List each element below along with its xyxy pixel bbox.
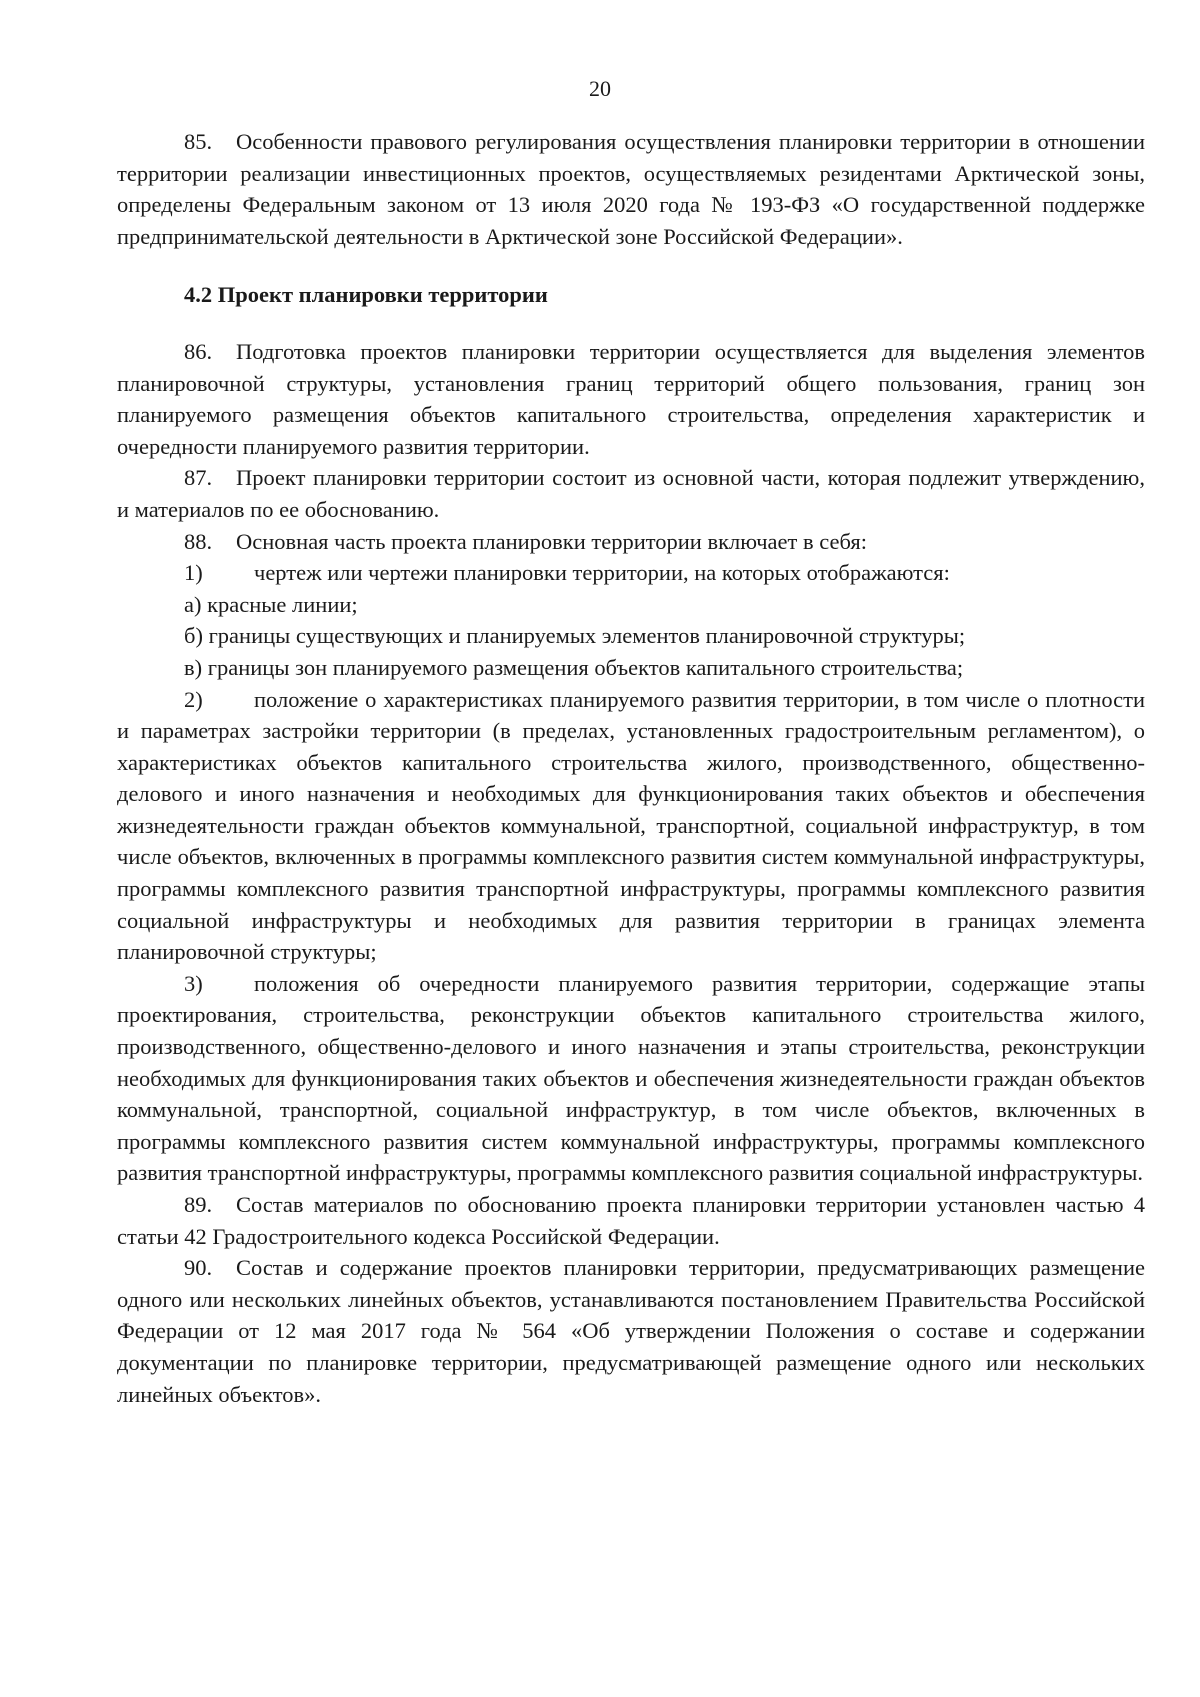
paragraph-text: Проект планировки территории состоит из основной части, которая подлежит утверждению, и материалов по ее обоснованию. xyxy=(117,465,1145,522)
section-heading: 4.2 Проект планировки территории xyxy=(184,282,548,308)
paragraph-89 xyxy=(117,1189,1145,1252)
page-number: 20 xyxy=(589,76,611,101)
list-item-number: 3) xyxy=(184,970,203,996)
paragraph-85 xyxy=(117,126,1145,252)
list-item-1a: а) красные линии; xyxy=(184,591,358,617)
list-item-1b: б) границы существующих и планируемых элементов планировочной структуры; xyxy=(184,623,966,649)
paragraph-text: Подготовка проектов планировки территории осуществляется для выделения элементов планировочной структуры, установления границ территорий общего пользования, границ зон планируемого размещения объектов капитального строительства, определения характеристик и очередности планируемого развития территории. xyxy=(117,338,1145,459)
paragraph-text: Основная часть проекта планировки территории включает в себя: xyxy=(236,528,867,554)
paragraph-number: 86. xyxy=(184,338,213,364)
paragraph-number: 89. xyxy=(184,1192,213,1217)
paragraph-number: 87. xyxy=(184,465,213,491)
document-body xyxy=(117,126,1145,1410)
paragraph-number: 88. xyxy=(184,528,213,554)
paragraph-90 xyxy=(117,1252,1145,1410)
list-item-3 xyxy=(117,968,1145,1189)
list-item-number: 2) xyxy=(184,686,203,712)
list-item-text: чертеж или чертежи планировки территории, на которых отображаются: xyxy=(254,560,950,586)
list-item-text: положения об очередности планируемого развития территории, содержащие этапы проектирования, строительства, реконструкции объектов капитального строительства жилого, производственного, общественно-делового и иного назначения и этапы строительства, реконструкции необходимых для функционирования таких объектов и обеспечения жизнедеятельности граждан объектов коммунальной, транспортной, социальной инфраструктур, в том числе объектов, включенных в программы комплексного развития систем коммунальной инфраструктуры, программы комплексного развития транспортной инфраструктуры, программы комплексного развития социальной инфраструктуры. xyxy=(117,970,1145,1186)
paragraph-text: Особенности правового регулирования осуществления планировки территории в отношении территории реализации инвестиционных проектов, осуществляемых резидентами Арктической зоны, определены Федеральным законом от 13 июля 2020 года № 193-ФЗ «О государственной поддержке предпринимательской деятельности в Арктической зоне Российской Федерации». xyxy=(117,129,1145,249)
list-item-text: положение о характеристиках планируемого развития территории, в том числе о плотности и параметрах застройки территории (в пределах, установленных градостроительным регламентом), о характеристиках объектов капитального строительства жилого, производственного, общественно-делового и иного назначения и необходимых для функционирования таких объектов и обеспечения жизнедеятельности граждан объектов коммунальной, транспортной, социальной инфраструктур, в том числе объектов, включенных в программы комплексного развития систем коммунальной инфраструктуры, программы комплексного развития транспортной инфраструктуры, программы комплексного развития социальной инфраструктуры и необходимых для развития территории в границах элемента планировочной структуры; xyxy=(117,686,1145,965)
paragraph-number: 90. xyxy=(184,1255,213,1281)
list-item-2 xyxy=(117,684,1145,968)
paragraph-87 xyxy=(117,462,1145,525)
list-item-number: 1) xyxy=(184,560,203,586)
paragraph-number: 85. xyxy=(184,129,213,154)
list-item-1 xyxy=(117,557,1145,589)
list-item-1c: в) границы зон планируемого размещения объектов капитального строительства; xyxy=(184,654,964,680)
paragraph-88 xyxy=(117,526,1145,558)
paragraph-text: Состав и содержание проектов планировки территории, предусматривающих размещение одного или нескольких линейных объектов, устанавливаются постановлением Правительства Российской Федерации от 12 мая 2017 года № 564 «Об утверждении Положения о составе и содержании документации по планировке территории, предусматривающей размещение одного или нескольких линейных объектов». xyxy=(117,1255,1145,1407)
paragraph-86 xyxy=(117,336,1145,462)
paragraph-text: Состав материалов по обоснованию проекта планировки территории установлен частью 4 статьи 42 Градостроительного кодекса Российской Федерации. xyxy=(117,1192,1145,1249)
